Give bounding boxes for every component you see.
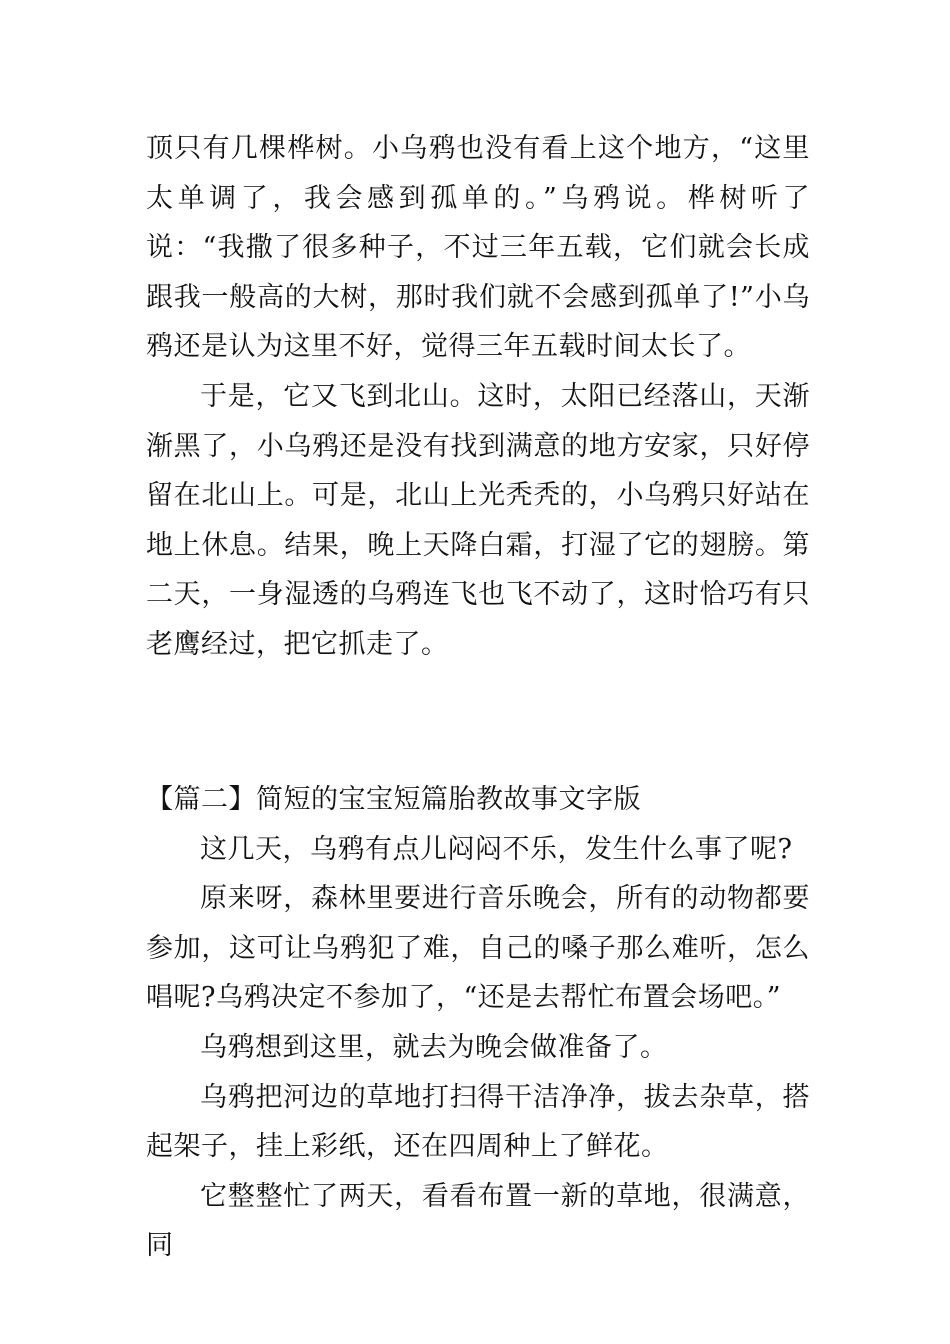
story-one-text [146,124,810,670]
section-heading: 【篇二】简短的宝宝短篇胎教故事文字版 [146,784,641,815]
story-two-paragraph-4: 乌鸦把河边的草地打扫得干洁净净，拔去杂草，搭起架子，挂上彩纸，还在四周种上了鲜花。 [146,1081,810,1163]
story-two-text [146,775,810,1271]
story-two-paragraph-1: 这几天，乌鸦有点儿闷闷不乐，发生什么事了呢? [200,833,793,865]
story-one-paragraph-2: 于是，它又飞到北山。这时，太阳已经落山，天渐渐黑了，小乌鸦还是没有找到满意的地方安家，只好停留在北山上。可是，北山上光秃秃的，小乌鸦只好站在地上休息。结果，晚上天降白霜，打湿了它的翅膀。第二天，一身湿透的乌鸦连飞也飞不动了，这时恰巧有只老鹰经过，把它抓走了。 [146,380,810,660]
story-two-paragraph-3: 乌鸦想到这里，就去为晚会做准备了。 [200,1031,668,1063]
story-one-paragraph-1: 顶只有几棵桦树。小乌鸦也没有看上这个地方，“这里太单调了，我会感到孤单的。”乌鸦说。桦树听了说：“我撒了很多种子，不过三年五载，它们就会长成跟我一般高的大树，那时我们就不会感到孤单了!”小乌鸦还是认为这里不好，觉得三年五载时间太长了。 [146,133,810,363]
story-two-paragraph-2: 原来呀，森林里要进行音乐晚会，所有的动物都要参加，这可让乌鸦犯了难，自己的嗓子那么难听，怎么唱呢?乌鸦决定不参加了，“还是去帮忙布置会场吧。” [146,883,810,1014]
story-two-paragraph-5: 它整整忙了两天，看看布置一新的草地，很满意，同 [146,1180,810,1262]
